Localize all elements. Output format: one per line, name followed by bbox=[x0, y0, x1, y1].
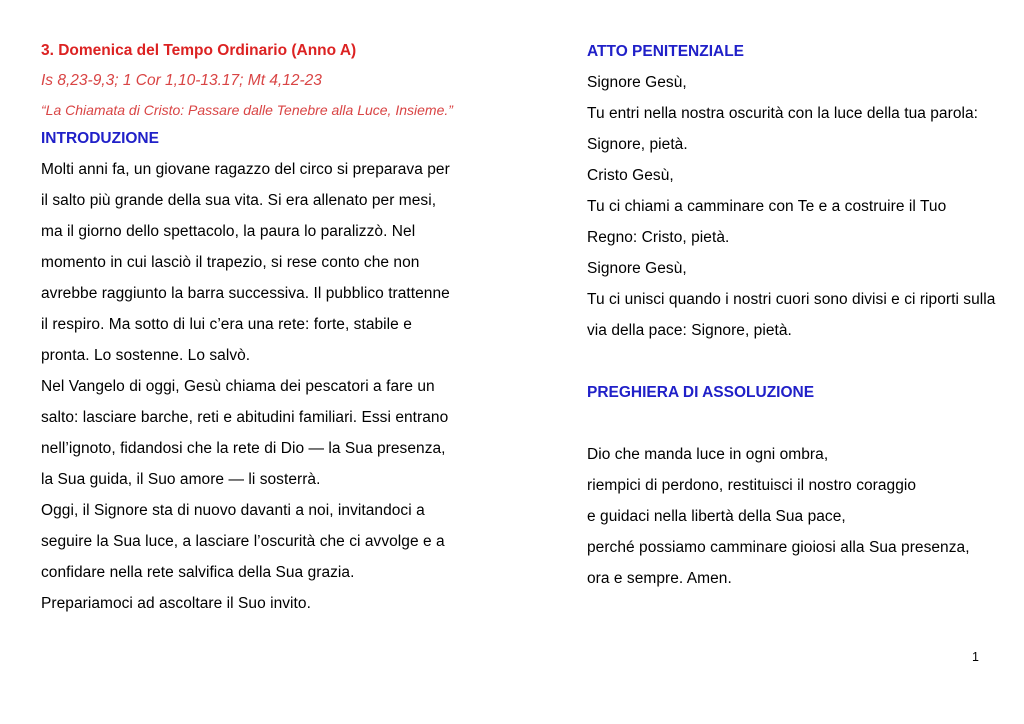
text-line: avrebbe raggiunto la barra successiva. Il pubblico trattenne bbox=[41, 285, 450, 302]
text-line: Cristo Gesù, bbox=[587, 167, 674, 184]
right-column bbox=[494, 36, 1024, 594]
text-line: Regno: Cristo, pietà. bbox=[587, 229, 730, 246]
text-line: Molti anni fa, un giovane ragazzo del circo si preparava per bbox=[41, 161, 450, 178]
text-line: Signore Gesù, bbox=[587, 74, 687, 91]
section-heading-introduzione: INTRODUZIONE bbox=[41, 130, 159, 147]
text-line: la Sua guida, il Suo amore — li sosterrà. bbox=[41, 471, 321, 488]
text-line: momento in cui lasciò il trapezio, si rese conto che non bbox=[41, 254, 420, 271]
section-heading-atto-penitenziale: ATTO PENITENZIALE bbox=[587, 43, 745, 60]
text-line: nell’ignoto, fidandosi che la rete di Dio — la Sua presenza, bbox=[41, 440, 446, 457]
text-line: il respiro. Ma sotto di lui c’era una rete: forte, stabile e bbox=[41, 316, 412, 333]
text-line: via della pace: Signore, pietà. bbox=[587, 322, 792, 339]
scripture-reference: Is 8,23-9,3; 1 Cor 1,10-13.17; Mt 4,12-23 bbox=[41, 72, 322, 89]
text-line: Oggi, il Signore sta di nuovo davanti a noi, invitandoci a bbox=[41, 502, 425, 519]
text-line: Tu entri nella nostra oscurità con la luce della tua parola: bbox=[587, 105, 979, 122]
text-line: Nel Vangelo di oggi, Gesù chiama dei pescatori a fare un bbox=[41, 378, 435, 395]
text-line: salto: lasciare barche, reti e abitudini familiari. Essi entrano bbox=[41, 409, 449, 426]
text-line: il salto più grande della sua vita. Si era allenato per mesi, bbox=[41, 192, 437, 209]
text-line: Signore Gesù, bbox=[587, 260, 687, 277]
spacer-line bbox=[587, 408, 999, 439]
text-line: ora e sempre. Amen. bbox=[587, 570, 732, 587]
text-line: riempici di perdono, restituisci il nostro coraggio bbox=[587, 477, 917, 494]
absolution-prayer-body bbox=[587, 439, 999, 594]
theme-quote: “La Chiamata di Cristo: Passare dalle Tenebre alla Luce, Insieme.” bbox=[41, 102, 453, 118]
text-line: Tu ci unisci quando i nostri cuori sono divisi e ci riporti sulla bbox=[587, 291, 996, 308]
section-heading-preghiera-di-assoluzione: PREGHIERA DI ASSOLUZIONE bbox=[587, 384, 815, 401]
text-line: ma il giorno dello spettacolo, la paura lo paralizzò. Nel bbox=[41, 223, 416, 240]
text-line: Signore, pietà. bbox=[587, 136, 688, 153]
page-number: 1 bbox=[972, 649, 979, 664]
penitential-act-body bbox=[587, 67, 999, 346]
text-line: confidare nella rete salvifica della Sua grazia. bbox=[41, 564, 355, 581]
text-line: e guidaci nella libertà della Sua pace, bbox=[587, 508, 846, 525]
text-line: Tu ci chiami a camminare con Te e a costruire il Tuo bbox=[587, 198, 947, 215]
left-column bbox=[0, 36, 494, 619]
two-column-layout bbox=[0, 36, 1024, 619]
introduction-body bbox=[41, 154, 490, 619]
text-line: Prepariamoci ad ascoltare il Suo invito. bbox=[41, 595, 311, 612]
text-line: seguire la Sua luce, a lasciare l’oscurità che ci avvolge e a bbox=[41, 533, 445, 550]
text-line: pronta. Lo sostenne. Lo salvò. bbox=[41, 347, 251, 364]
text-line: Dio che manda luce in ogni ombra, bbox=[587, 446, 829, 463]
spacer-line bbox=[587, 346, 999, 377]
page-title: 3. Domenica del Tempo Ordinario (Anno A) bbox=[41, 42, 357, 59]
text-line: perché possiamo camminare gioiosi alla Sua presenza, bbox=[587, 539, 970, 556]
